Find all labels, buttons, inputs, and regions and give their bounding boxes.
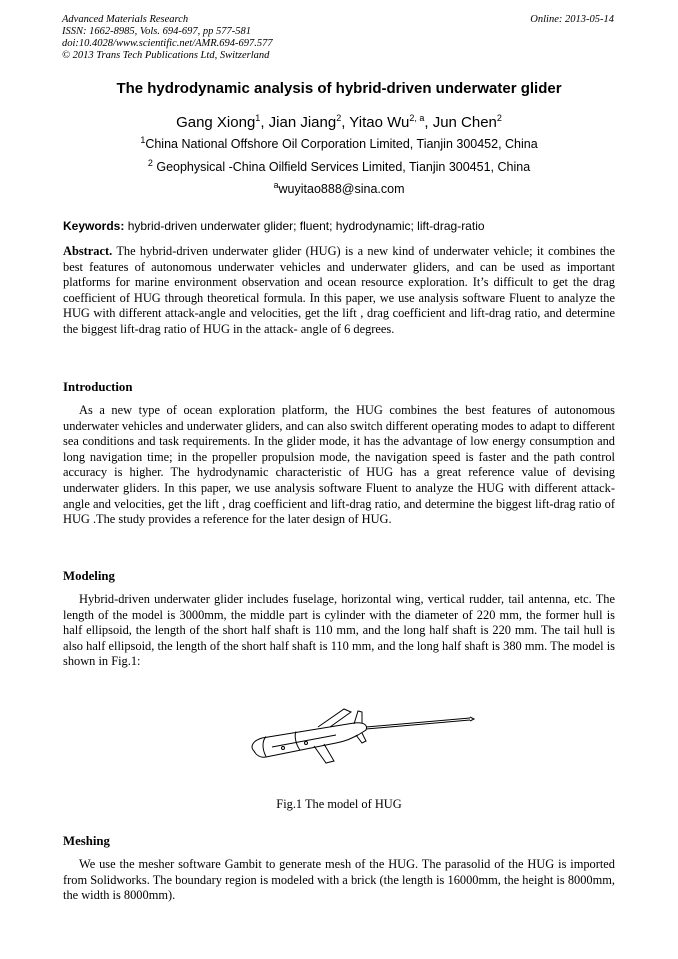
keywords-label: Keywords: bbox=[63, 219, 125, 233]
author-affiliation-mark: 2, a bbox=[409, 113, 425, 123]
affiliation-1 bbox=[40, 134, 638, 152]
affiliation-2 bbox=[40, 157, 638, 175]
author-separator: , bbox=[341, 114, 350, 131]
doi-line: doi:10.4028/www.scientific.net/AMR.694-697.577 bbox=[62, 38, 273, 49]
antenna-tip bbox=[470, 717, 474, 721]
abstract bbox=[63, 244, 615, 338]
hull-port bbox=[282, 747, 285, 750]
author-affiliation-mark: 2 bbox=[496, 113, 502, 123]
author-list bbox=[40, 114, 638, 132]
journal-metadata bbox=[62, 14, 273, 62]
contact-email bbox=[40, 179, 638, 197]
keywords bbox=[63, 219, 618, 234]
author-name: Jian Jiang bbox=[268, 114, 337, 131]
author-name: Gang Xiong bbox=[176, 114, 256, 131]
figure-caption: Fig.1 The model of HUG bbox=[276, 797, 402, 811]
tail-rudder bbox=[354, 711, 362, 724]
author-affiliation-mark: 1 bbox=[255, 113, 261, 123]
tail-fin bbox=[356, 733, 366, 743]
modeling-text: Hybrid-driven underwater glider includes fuselage, horizontal wing, vertical rudder, tail antenna, etc. The length of the model is 3000mm, the middle part is cylinder with the diameter of 220 mm, the former hull is half ellipsoid, the length of the short half shaft is 110 mm, and the long half shaft is 220 mm. The tail hull is also half ellipsoid, the length of the short half shaft is 110 mm, and the long half shaft is 380 mm. The model is shown in Fig.1: bbox=[63, 592, 615, 669]
affiliation-text: China National Offshore Oil Corporation Limited, Tianjin 300452, China bbox=[145, 137, 538, 151]
issn-line: ISSN: 1662-8985, Vols. 694-697, pp 577-581 bbox=[62, 26, 251, 37]
email-mark: a bbox=[273, 179, 279, 190]
mid-seam bbox=[295, 732, 300, 751]
author-name: Yitao Wu bbox=[349, 114, 410, 131]
abstract-label: Abstract. bbox=[63, 244, 113, 258]
author-separator: , bbox=[260, 114, 269, 131]
email-text: wuyitao888@sina.com bbox=[278, 182, 405, 196]
abstract-text: The hybrid-driven underwater glider (HUG) is a new kind of underwater vehicle; it combines the best features of autonomous underwater vehicles and underwater gliders, and can be used as important platforms for marine environment observation and ocean resource exploration. It’s difficult to get the drag coefficient of HUG through theoretical formula. In this paper, we use analysis software Fluent to analyze the HUG with different attack-angle and velocities, get the lift , drag coefficient and lift-drag ratio, and determine the biggest lift-drag ratio of HUG in the attack- angle of 6 degrees. bbox=[63, 244, 616, 336]
author-affiliation-mark: 2 bbox=[336, 113, 342, 123]
affiliation-text: Geophysical -China Oilfield Services Limited, Tianjin 300451, China bbox=[156, 160, 531, 174]
affiliation-mark: 1 bbox=[140, 134, 146, 145]
affiliation-mark: 2 bbox=[147, 157, 153, 168]
hull-port bbox=[305, 742, 308, 745]
meshing-text: We use the mesher software Gambit to generate mesh of the HUG. The parasolid of the HUG is imported from Solidworks. The boundary region is modeled with a brick (the length is 16000mm, the height is 8000mm, the width is 8000mm). bbox=[63, 857, 615, 903]
keywords-text: hybrid-driven underwater glider; fluent; hydrodynamic; lift-drag-ratio bbox=[127, 219, 485, 233]
meshing-heading: Meshing bbox=[63, 834, 110, 848]
tail-antenna bbox=[366, 718, 470, 729]
nose-seam bbox=[263, 737, 266, 757]
modeling-heading: Modeling bbox=[63, 569, 115, 583]
paper-title: The hydrodynamic analysis of hybrid-driven underwater glider bbox=[116, 80, 562, 97]
introduction-heading: Introduction bbox=[63, 380, 133, 394]
author-name: Jun Chen bbox=[432, 114, 497, 131]
hug-model-figure bbox=[236, 703, 476, 779]
introduction-text: As a new type of ocean exploration platform, the HUG combines the best features of autonomous underwater vehicles and underwater gliders, and can also switch different operating modes to adapt to different sea conditions and task requirements. In the glider mode, it has the advantage of low energy consumption and long navigation time; in the propeller propulsion mode, the navigation speed is faster and the path control accuracy is higher. The hydrodynamic characteristic of HUG has a great reference value of devising underwater gliders. In this paper, we use analysis software Fluent to analyze the HUG with different attack-angle and velocities, get the lift , drag coefficient and lift-drag ratio, and determine the biggest lift-drag ratio of HUG .The study provides a reference for the later design of HUG. bbox=[63, 403, 615, 527]
copyright-line: © 2013 Trans Tech Publications Ltd, Switzerland bbox=[62, 50, 270, 61]
journal-name: Advanced Materials Research bbox=[62, 14, 189, 25]
online-date: Online: 2013-05-14 bbox=[530, 14, 614, 25]
author-separator: , bbox=[424, 114, 433, 131]
